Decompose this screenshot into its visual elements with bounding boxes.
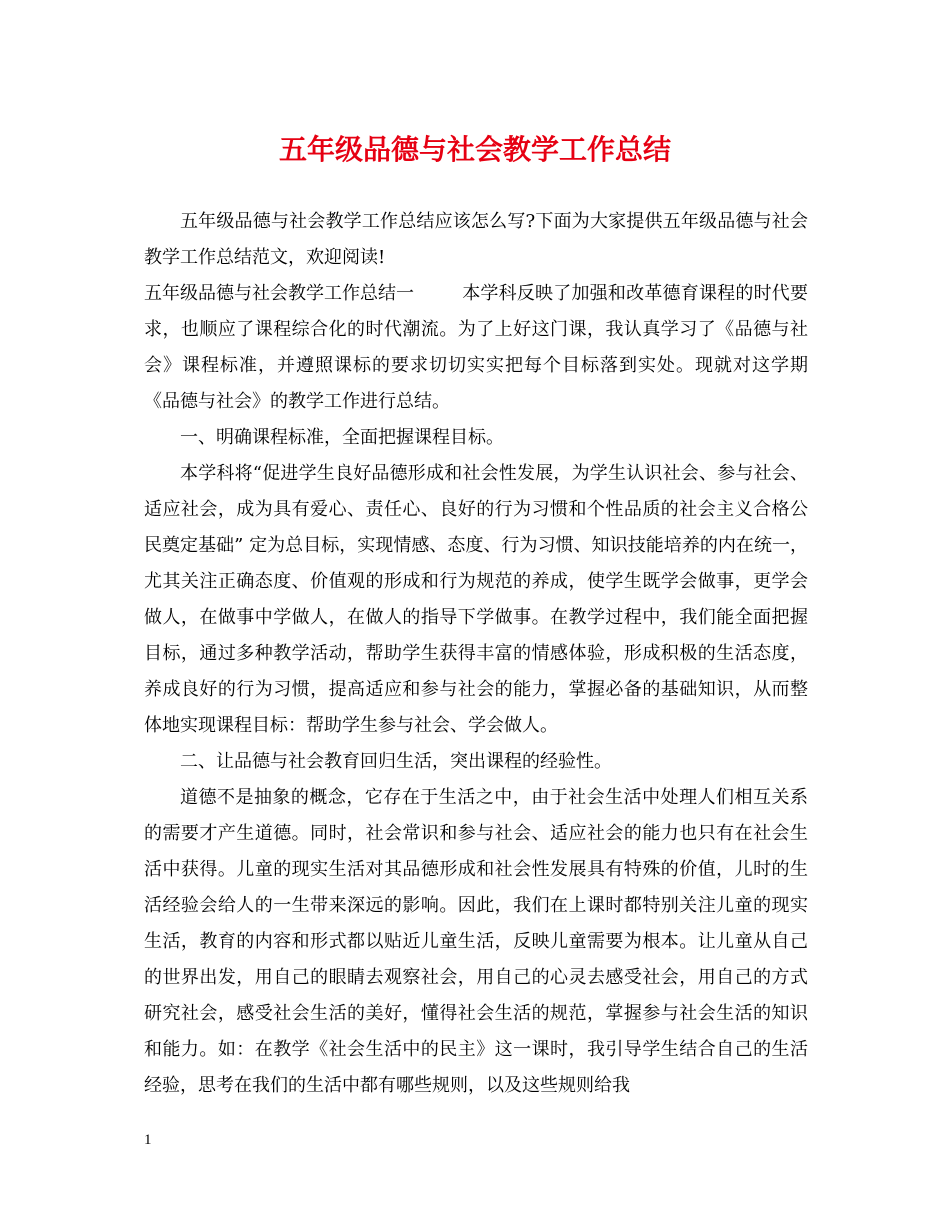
document-body bbox=[144, 204, 808, 1104]
section-heading: 五年级品德与社会教学工作总结一 bbox=[144, 283, 414, 304]
page-number: 1 bbox=[144, 1132, 152, 1148]
intro-paragraph: 五年级品德与社会教学工作总结应该怎么写?下面为大家提供五年级品德与社会教学工作总结范文，欢迎阅读! bbox=[144, 211, 808, 268]
section-intro-text: 本学科反映了加强和改革德育课程的时代要求，也顺应了课程综合化的时代潮流。为了上好这门课，我认真学习了《品德与社会》课程标准，并遵照课标的要求切切实实把每个目标落到实处。现就对这学期《品德与社会》的教学工作进行总结。 bbox=[144, 283, 808, 412]
section-paragraph bbox=[144, 276, 808, 420]
heading-one: 一、明确课程标准，全面把握课程目标。 bbox=[180, 427, 504, 448]
heading-two: 二、让品德与社会教育回归生活，突出课程的经验性。 bbox=[180, 751, 612, 772]
document-title: 五年级品德与社会教学工作总结 bbox=[278, 133, 671, 166]
paragraph-one: 本学科将“促进学生良好品德形成和社会性发展，为学生认识社会、参与社会、适应社会，成为具有爱心、责任心、良好的行为习惯和个性品质的社会主义合格公民奠定基础” 定为总目标，实现情感、态度、行为习惯、知识技能培养的内在统一，尤其关注正确态度、价值观的形成和行为规范的养成，使学生既学会做事，更学会做人，在做事中学做人，在做人的指导下学做事。在教学过程中，我们能全面把握目标，通过多种教学活动，帮助学生获得丰富的情感体验，形成积极的生活态度，养成良好的行为习惯，提高适应和参与社会的能力，掌握必备的基础知识，从而整体地实现课程目标：帮助学生参与社会、学会做人。 bbox=[144, 463, 808, 736]
paragraph-two: 道德不是抽象的概念，它存在于生活之中，由于社会生活中处理人们相互关系的需要才产生道德。同时，社会常识和参与社会、适应社会的能力也只有在社会生活中获得。儿童的现实生活对其品德形成和社会性发展具有特殊的价值，儿时的生活经验会给人的一生带来深远的影响。因此，我们在上课时都特别关注儿童的现实生活，教育的内容和形式都以贴近儿童生活，反映儿童需要为根本。让儿童从自己的世界出发，用自己的眼睛去观察社会，用自己的心灵去感受社会，用自己的方式研究社会，感受社会生活的美好，懂得社会生活的规范，掌握参与社会生活的知识和能力。如：在教学《社会生活中的民主》这一课时，我引导学生结合自己的生活经验，思考在我们的生活中都有哪些规则，以及这些规则给我 bbox=[144, 787, 808, 1096]
